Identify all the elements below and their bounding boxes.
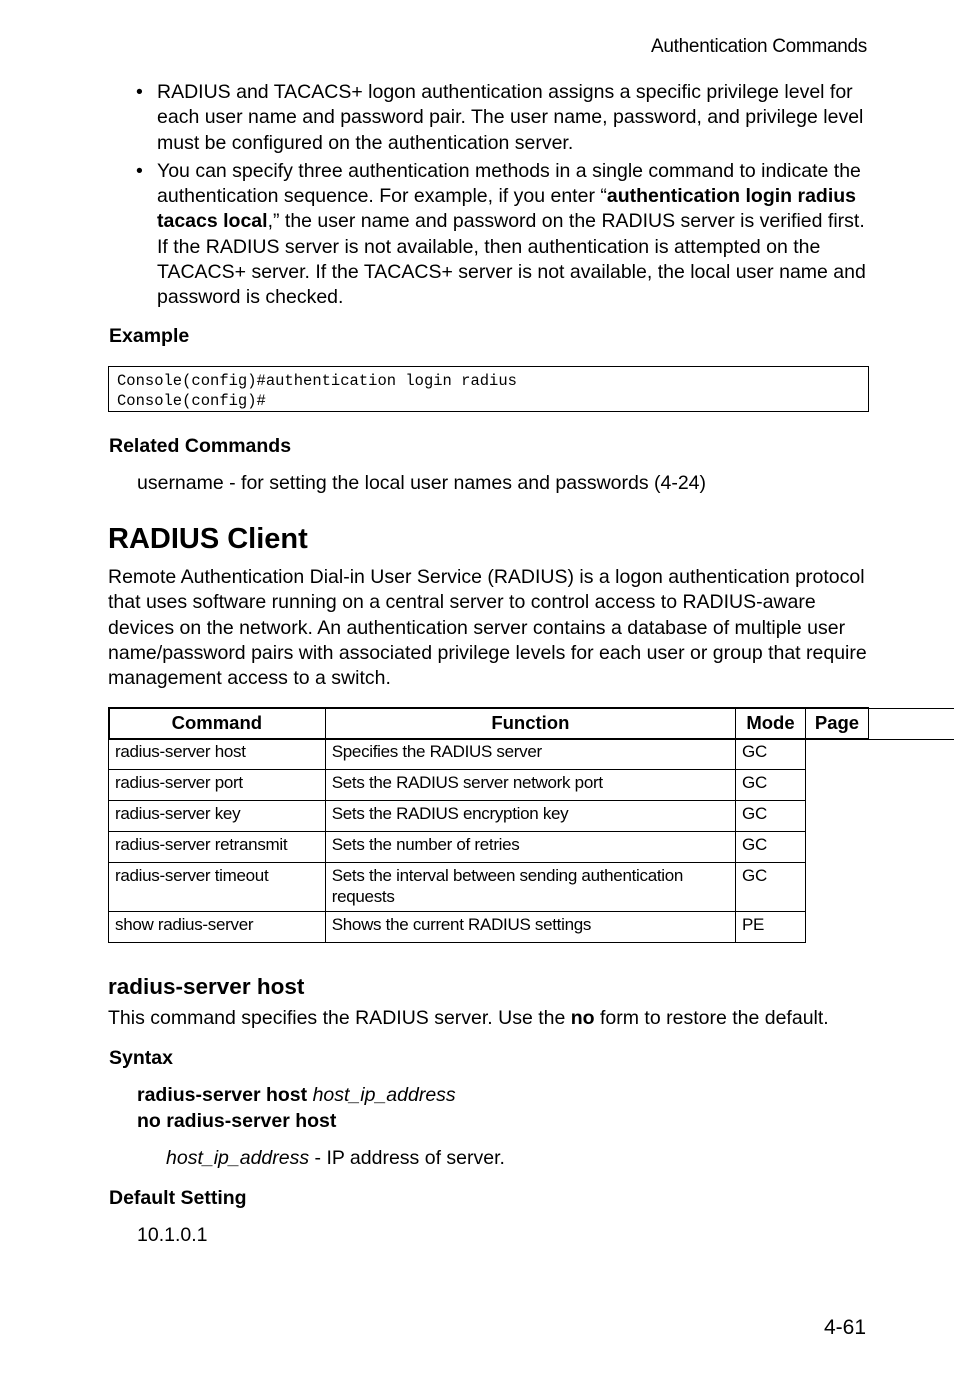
parameter-line bbox=[166, 1147, 505, 1170]
related-commands-heading: Related Commands bbox=[109, 435, 292, 457]
cell-function: Shows the current RADIUS settings bbox=[325, 912, 735, 943]
desc-after: form to restore the default. bbox=[594, 1007, 829, 1029]
cell-function: Sets the RADIUS encryption key bbox=[325, 801, 735, 832]
syntax-heading: Syntax bbox=[109, 1047, 173, 1069]
code-line: Console(config)#authentication login radius bbox=[117, 372, 517, 390]
column-header-function: Function bbox=[325, 708, 735, 739]
bullet-dot: • bbox=[136, 159, 143, 182]
bullet-text-after: ,” the user name and password on the RADIUS server is verified first. If the RADIUS server is not available, then authentication is attempted on the TACACS+ server. If the TACACS+ server is not available, the local user name and password is checked. bbox=[157, 210, 866, 309]
desc-bold: no bbox=[570, 1007, 595, 1029]
command-table bbox=[108, 707, 869, 943]
default-setting-heading: Default Setting bbox=[109, 1187, 247, 1209]
cell-mode: GC bbox=[736, 801, 806, 832]
column-header-command: Command bbox=[109, 708, 326, 739]
syntax-command: radius-server host bbox=[137, 1084, 308, 1106]
column-header-mode: Mode bbox=[736, 708, 806, 739]
table-row bbox=[109, 739, 869, 770]
cell-command: radius-server key bbox=[109, 801, 326, 832]
table-row bbox=[109, 801, 869, 832]
cell-mode: GC bbox=[736, 832, 806, 863]
command-description bbox=[108, 1007, 829, 1030]
cell-command: show radius-server bbox=[109, 912, 326, 943]
bullet-item bbox=[136, 80, 868, 156]
section-title: RADIUS Client bbox=[108, 523, 308, 555]
cell-mode: GC bbox=[736, 863, 806, 912]
desc-before: This command specifies the RADIUS server. Use the bbox=[108, 1007, 571, 1029]
cell-function: Sets the number of retries bbox=[325, 832, 735, 863]
running-header: Authentication Commands bbox=[651, 36, 867, 57]
cell-command: radius-server retransmit bbox=[109, 832, 326, 863]
parameter-name: host_ip_address bbox=[166, 1147, 310, 1169]
bullet-dot: • bbox=[136, 81, 143, 103]
syntax-no-form: no radius-server host bbox=[137, 1110, 337, 1132]
command-title: radius-server host bbox=[108, 974, 305, 999]
code-block bbox=[108, 366, 869, 412]
section-intro: Remote Authentication Dial-in User Service (RADIUS) is a logon authentication protocol that uses software running on a central server to control access to RADIUS-aware devices on the network. An authentication server contains a database of multiple user name/password pairs with associated privilege levels for each user or group that require management access to a switch. bbox=[108, 566, 867, 690]
related-command-text: username - for setting the local user names and passwords (4-24) bbox=[137, 472, 707, 494]
table-row bbox=[109, 912, 869, 943]
bullet-text: RADIUS and TACACS+ logon authentication assigns a specific privilege level for each user name and password pair. The user name, password, and privilege level must be configured on the authentication server. bbox=[157, 81, 864, 154]
page-number: 4-61 bbox=[823, 1316, 866, 1339]
column-header-page: Page bbox=[805, 708, 868, 739]
cell-mode: PE bbox=[736, 912, 806, 943]
bullet-list bbox=[136, 80, 868, 314]
example-heading: Example bbox=[109, 325, 190, 347]
syntax-line bbox=[137, 1084, 456, 1107]
syntax-argument: host_ip_address bbox=[312, 1084, 456, 1106]
parameter-description: - IP address of server. bbox=[309, 1147, 505, 1169]
cell-function: Sets the interval between sending authentication requests bbox=[325, 863, 735, 912]
cell-function: Specifies the RADIUS server bbox=[325, 739, 735, 770]
default-setting-value: 10.1.0.1 bbox=[137, 1224, 208, 1246]
table-row bbox=[109, 832, 869, 863]
bullet-item bbox=[136, 159, 868, 311]
table-row bbox=[109, 770, 869, 801]
table-row bbox=[109, 863, 869, 912]
code-line: Console(config)# bbox=[117, 391, 266, 410]
cell-mode: GC bbox=[736, 739, 806, 770]
cell-command: radius-server host bbox=[109, 739, 326, 770]
cell-page bbox=[109, 708, 954, 740]
cell-command: radius-server timeout bbox=[109, 863, 326, 912]
cell-mode: GC bbox=[736, 770, 806, 801]
bullet-text-bold: authentication login radius tacacs local bbox=[157, 185, 857, 233]
cell-function: Sets the RADIUS server network port bbox=[325, 770, 735, 801]
cell-command: radius-server port bbox=[109, 770, 326, 801]
bullet-text-before: You can specify three authentication methods in a single command to indicate the authentication sequence. For example, if you enter “ bbox=[157, 159, 861, 208]
